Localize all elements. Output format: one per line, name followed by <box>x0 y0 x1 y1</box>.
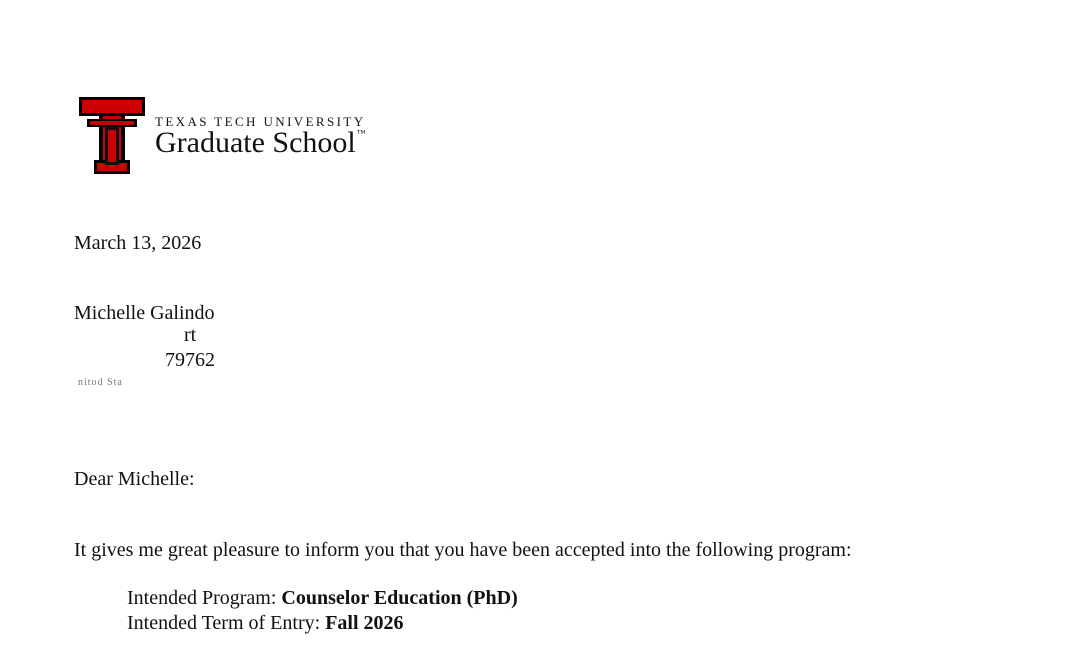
program-value: Counselor Education (PhD) <box>281 587 518 609</box>
school-name-text: Graduate School <box>155 126 356 159</box>
trademark-symbol: ™ <box>356 128 366 138</box>
university-name: TEXAS TECH UNIVERSITY <box>155 114 366 129</box>
recipient-address-line-2: 79762 <box>165 349 215 371</box>
salutation: Dear Michelle: <box>74 468 195 490</box>
program-label: Intended Program: <box>127 587 277 609</box>
recipient-address-line-1: rt <box>184 324 197 346</box>
program-row <box>127 586 518 610</box>
letter-date: March 13, 2026 <box>74 232 202 254</box>
term-label: Intended Term of Entry: <box>127 612 321 634</box>
term-value: Fall 2026 <box>325 612 404 634</box>
recipient-name: Michelle Galindo <box>74 302 215 324</box>
recipient-address-line-3: nitod Sta <box>78 377 123 388</box>
term-row <box>127 611 404 635</box>
acceptance-text: It gives me great pleasure to inform you that you have been accepted into the following program: <box>74 539 852 561</box>
double-t-logo-icon <box>78 96 146 176</box>
school-name <box>155 126 366 160</box>
